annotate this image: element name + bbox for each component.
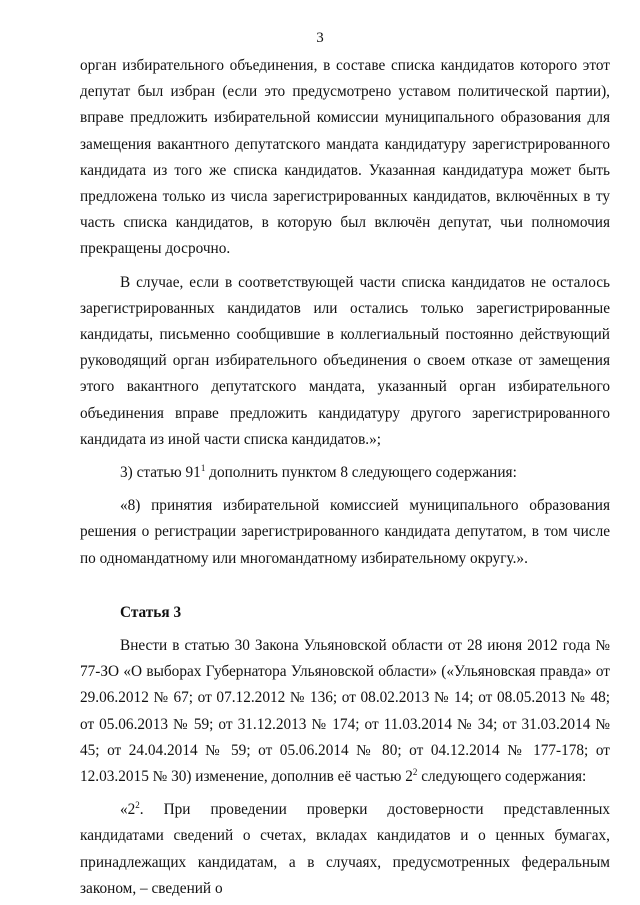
superscript: 2 [412, 767, 418, 778]
text-fragment: 3) статью 91 [120, 464, 201, 482]
paragraph-article-91-amendment [80, 460, 610, 486]
paragraph-part-2-2 [80, 797, 610, 902]
text-fragment: дополнить пунктом 8 следующего содержания: [205, 464, 517, 482]
text-fragment: . При проведении проверки достоверности представленных кандидатами сведений о счетах, вкладах кандидатов и о ценных бумагах, принадлежащих кандидатам, а в случаях, предусмотренных федеральным законом, – сведений о [80, 801, 610, 897]
document-body [80, 53, 610, 902]
text-fragment: следующего содержания: [417, 768, 587, 786]
text-fragment: «2 [120, 801, 136, 819]
superscript: 1 [200, 463, 206, 474]
paragraph-item-8: «8) принятия избирательной комиссией муниципального образования решения о регистрации зарегистрированного кандидата депутатом, в том числе по одномандатному или многомандатному избирательному округу.». [80, 497, 610, 567]
paragraph-article-30-amendment [80, 633, 610, 790]
page-number: 3 [316, 30, 324, 46]
superscript: 2 [135, 800, 140, 811]
article-heading: Статья 3 [120, 603, 182, 621]
paragraph-continuation: орган избирательного объединения, в составе списка кандидатов которого этот депутат был избран (если это предусмотрено уставом политической партии), вправе предложить избирательной комиссии муниципального образования для замещения вакантного депутатского мандата кандидатуру зарегистрированного кандидата из того же списка кандидатов. Указанная кандидатура может быть предложена только из числа зарегистрированных кандидатов, включённых в ту часть списка кандидатов, в которую был включён депутат, чьи полномочия прекращены досрочно. [80, 57, 610, 258]
text-fragment: Внести в статью 30 Закона Ульяновской области от 28 июня 2012 года № 77-ЗО «О выборах Губернатора Ульяновской области» («Ульяновская правда» от 29.06.2012 № 67; от 07.12.2012 № 136; от 08.02.2013 № 14; от 08.05.2013 № 48; от 05.06.2013 № 59; от 31.12.2013 № 174; от 11.03.2014 № 34; от 31.03.2014 № 45; от 24.04.2014 № 59; от 05.06.2014 № 80; от 04.12.2014 № 177-178; от 12.03.2015 № 30) изменение, дополнив её частью 2 [80, 637, 610, 786]
paragraph-remaining-candidates: В случае, если в соответствующей части списка кандидатов не осталось зарегистрированных кандидатов или остались только зарегистрированные кандидаты, письменно сообщившие в коллегиальный постоянно действующий руководящий орган избирательного объединения о своем отказе от замещения этого вакантного депутатского мандата, указанный орган избирательного объединения вправе предложить кандидатуру другого зарегистрированного кандидата из иной части списка кандидатов.»; [80, 273, 610, 448]
